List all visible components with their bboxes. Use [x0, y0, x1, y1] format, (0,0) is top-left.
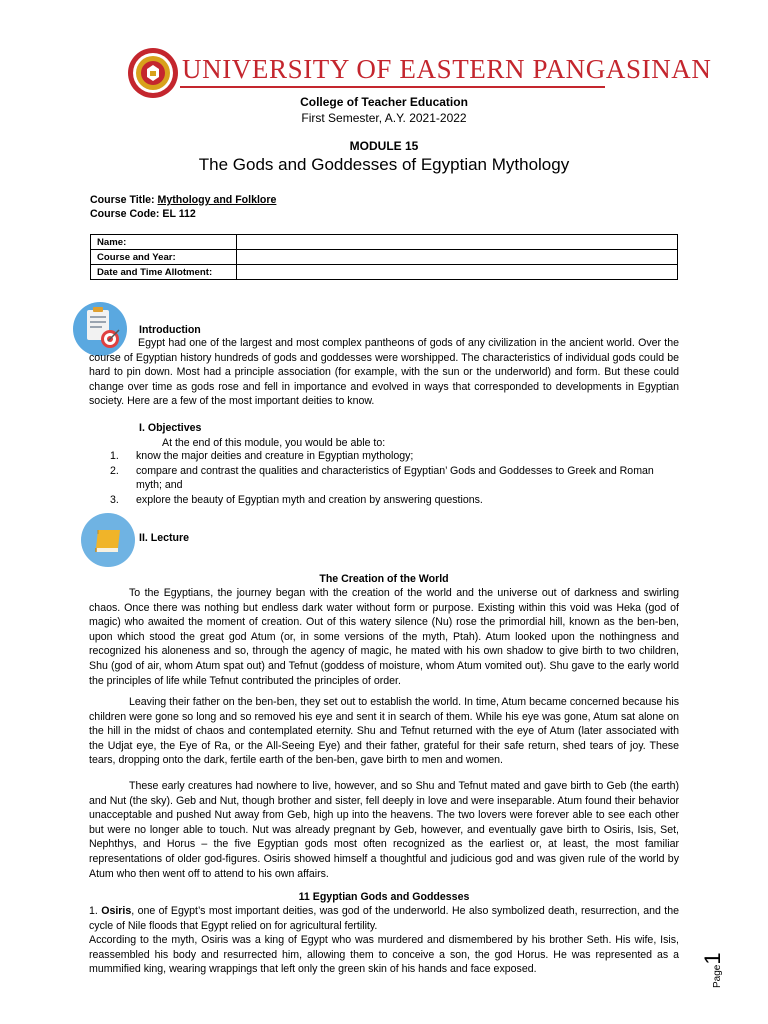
header-rule [180, 86, 605, 88]
course-title-label: Course Title: [90, 194, 155, 206]
course-code-label: Course Code: [90, 208, 160, 220]
course-code-value: EL 112 [162, 208, 196, 220]
list-item [110, 493, 670, 508]
university-seal-icon [127, 47, 179, 99]
introduction-heading: Introduction [139, 324, 201, 336]
item-text: compare and contrast the qualities and characteristics of Egyptian’ Gods and Goddesses to Greek and Roman myth; and [136, 464, 654, 492]
list-item [110, 449, 670, 464]
lecture-book-icon [80, 512, 136, 568]
name-field[interactable] [237, 235, 678, 250]
osiris-paragraph-2: According to the myth, Osiris was a king of Egypt who was murdered and dismembered by his brother Seth. His wife, Isis, reassembled his body and resurrected him, allowing them to conceive a son, the god Horus. He was represented as a mummified king, wearing wrappings that left only the green skin of his hands and face exposed. [89, 934, 679, 976]
creation-heading: The Creation of the World [319, 573, 449, 585]
introduction-text: Egypt had one of the largest and most complex pantheons of gods of any civilization in the ancient world. Over the course of Egyptian history hundreds of gods and goddesses were worshipped. The characteristics of individual gods could be hard to pin down. Most had a principle association (for example, with the sun or the underworld) and form. But these could change over time as gods rose and fell in importance and evolved in ways that corresponded to developments in Egyptian society. Here are a few of the most important deities to know. [89, 337, 679, 408]
page-label: Page [712, 964, 723, 988]
student-info-table [90, 234, 678, 280]
osiris-name: Osiris [101, 905, 132, 917]
list-item [110, 464, 670, 493]
date-time-field[interactable] [237, 265, 678, 280]
course-year-label: Course and Year: [91, 250, 237, 265]
creation-paragraph-3: These early creatures had nowhere to live, however, and so Shu and Tefnut mated and gave birth to Geb (the earth) and Nut (the sky). Geb and Nut, though brother and sister, fell deeply in love and were inseparable. Atum found their behavior unacceptable and pushed Nut away from Geb, high up into the heavens. The two lovers were forever able to see each other but were no longer able to touch. Nut was already pregnant by Geb, however, and eventually gave birth to Osiris, Isis, Set, Nephthys, and Horus – the five Egyptian gods most often recognized as the earliest or, at least, the most familiar representations of older god-figures. Osiris showed himself a thoughtful and judicious god and was given rule of the world by Atum who then went off to attend to his own affairs. [89, 780, 679, 880]
page-number: 1 [700, 952, 725, 965]
course-title-line [90, 194, 276, 206]
item-text: know the major deities and creature in Egyptian mythology; [136, 450, 414, 462]
creation-paragraph-1: To the Egyptians, the journey began with the creation of the world and the universe out of darkness and swirling chaos. Once there was nothing but endless dark water without form or purpose. Existing within this void was Heka (god of magic) who awaited the moment of creation. Out of this watery silence (Nu) rose the primordial hill, known as the ben-ben, upon which stood the great god Atum (or, in some versions of the myth, Ptah). Atum looked upon the nothingness and recognized his aloneness and so, through the agency of magic, he mated with his own shadow to give birth to two children, Shu (god of air, whom Atum spat out) and Tefnut (goddess of moisture, whom Atum vomited out). Shu gave to the early world the principles of life while Tefnut contributed the principles of order. [89, 587, 679, 687]
name-label: Name: [91, 235, 237, 250]
module-number: MODULE 15 [349, 139, 419, 153]
osiris-number: 1. [89, 905, 98, 917]
table-row [91, 250, 678, 265]
table-row [91, 235, 678, 250]
objectives-intro: At the end of this module, you would be able to: [162, 437, 386, 449]
objectives-heading: I. Objectives [139, 422, 202, 434]
semester-label: First Semester, A.Y. 2021-2022 [301, 111, 467, 125]
item-number: 1. [110, 450, 119, 462]
date-time-label: Date and Time Allotment: [91, 265, 237, 280]
osiris-text: , one of Egypt’s most important deities, was god of the underworld. He also symbolized death, resurrection, and the cycle of Nile floods that Egypt relied on for agricultural fertility. [89, 905, 679, 932]
university-name: UNIVERSITY OF EASTERN PANGASINAN [182, 54, 712, 84]
page-number-block [700, 928, 760, 988]
module-title: The Gods and Goddesses of Egyptian Mythology [198, 155, 570, 174]
course-year-field[interactable] [237, 250, 678, 265]
item-number: 2. [110, 464, 119, 477]
item-text: explore the beauty of Egyptian myth and creation by answering questions. [136, 493, 483, 506]
gods-list-heading: 11 Egyptian Gods and Goddesses [298, 891, 470, 903]
creation-paragraph-2: Leaving their father on the ben-ben, they set out to establish the world. In time, Atum became concerned because his children were gone so long and so removed his eye and sent it in search of them. While his eye was gone, Atum sat alone on the hill in the midst of chaos and contemplated eternity. Shu and Tefnut returned with the eye of Atum (later associated with the Udjat eye, the Eye of Ra, or the All-Seeing Eye) and their father, grateful for their safe return, shed tears of joy. These tears, dropping onto the dark, fertile earth of the ben-ben, gave birth to men and women. [89, 696, 679, 767]
course-title-value: Mythology and Folklore [157, 194, 277, 206]
college-name: College of Teacher Education [300, 95, 468, 109]
item-number: 3. [110, 493, 119, 506]
objectives-list [110, 449, 670, 507]
lecture-heading: II. Lecture [139, 532, 190, 544]
osiris-entry [89, 904, 679, 933]
table-row [91, 265, 678, 280]
course-code-line [90, 208, 196, 220]
